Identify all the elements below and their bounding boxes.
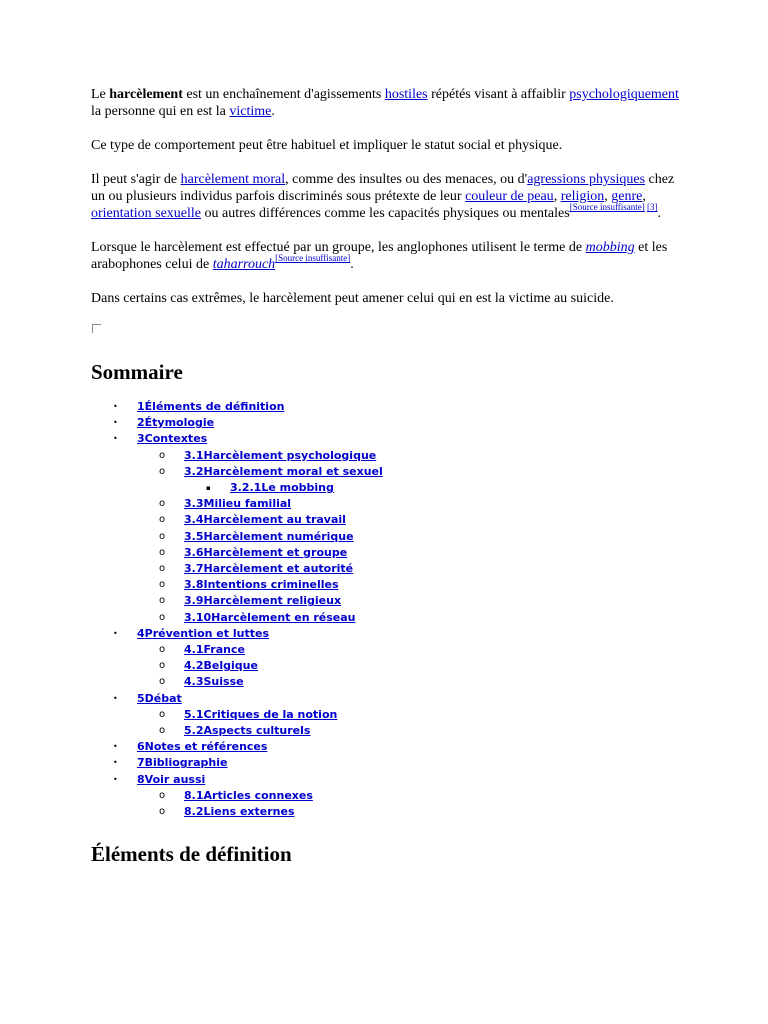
toc-number: 5.1 — [184, 707, 204, 721]
toc-link[interactable] — [184, 659, 258, 672]
bullet-icon: • — [113, 402, 118, 411]
text: répétés visant à affaiblir — [427, 87, 570, 102]
bullet-icon: o — [159, 449, 166, 461]
link-harcelement-moral[interactable]: harcèlement moral — [180, 172, 286, 187]
bullet-icon: • — [113, 742, 118, 752]
link-taharrouch[interactable]: taharrouch — [212, 257, 276, 272]
text: , comme des insultes ou des menaces, ou d' — [285, 172, 528, 187]
text: , — [604, 189, 612, 204]
toc-label: Harcèlement moral et sexuel — [203, 464, 383, 478]
bullet-icon: o — [159, 725, 166, 737]
bullet-icon: • — [113, 628, 118, 638]
toc-link[interactable] — [184, 546, 347, 559]
toc-number: 8.1 — [184, 788, 204, 802]
toc-number: 3.1 — [184, 448, 204, 462]
toc-link[interactable] — [184, 465, 383, 478]
bullet-icon: o — [159, 530, 166, 542]
bullet-icon: • — [113, 693, 118, 703]
bullet-icon: o — [159, 465, 166, 477]
toc-link[interactable] — [184, 513, 346, 526]
toc-item — [91, 545, 681, 561]
toc-link[interactable] — [137, 432, 207, 445]
toc-item — [91, 626, 681, 642]
toc-item — [91, 577, 681, 593]
toc-number: 8 — [137, 772, 145, 786]
toc-label: Voir aussi — [144, 772, 206, 786]
toc-number: 6 — [137, 740, 145, 754]
bullet-icon: o — [159, 708, 166, 720]
toc-link[interactable] — [137, 740, 267, 753]
toc-number: 4.1 — [184, 643, 204, 657]
toc-item — [91, 642, 681, 658]
toc-item — [91, 788, 681, 804]
bullet-icon: o — [159, 579, 166, 591]
toc-label: Harcèlement et groupe — [203, 545, 348, 559]
toc-item — [91, 448, 681, 464]
bullet-icon: o — [159, 660, 166, 672]
toc-label: Suisse — [203, 675, 244, 689]
toc-label: Critiques de la notion — [203, 707, 338, 721]
link-psychologiquement[interactable]: psychologiquement — [569, 87, 679, 102]
toc-link[interactable] — [184, 578, 339, 591]
toc-item — [91, 707, 681, 723]
toc-number: 3.7 — [184, 562, 204, 576]
toc-number: 7 — [137, 756, 145, 770]
bullet-icon: o — [159, 676, 166, 688]
toc-item — [91, 415, 681, 431]
toc-number: 5.2 — [184, 724, 204, 738]
toc-link[interactable] — [137, 400, 284, 413]
toc-label: Harcèlement en réseau — [211, 610, 356, 624]
toc-number: 3.2 — [184, 464, 204, 478]
bullet-icon: • — [113, 418, 118, 428]
text: Il peut s'agir de — [91, 172, 181, 187]
toc-number: 3.6 — [184, 545, 204, 559]
link-genre[interactable]: genre — [611, 189, 643, 204]
toc-number: 4.2 — [184, 659, 204, 673]
bullet-icon: o — [159, 546, 166, 558]
text: . — [271, 104, 275, 119]
toc-number: 3.2.1 — [230, 481, 262, 495]
toc-label: Harcèlement numérique — [203, 529, 354, 543]
table-of-contents — [91, 399, 681, 820]
toc-item — [91, 496, 681, 512]
bold-term: harcèlement — [109, 87, 183, 102]
bullet-icon: o — [159, 498, 166, 510]
toc-label: Liens externes — [203, 805, 295, 819]
text: est un enchaînement d'agissements — [182, 87, 385, 102]
toc-item — [91, 561, 681, 577]
toc-number: 4 — [137, 626, 145, 640]
toc-label: Bibliographie — [144, 756, 228, 770]
toc-label: Harcèlement et autorité — [203, 562, 354, 576]
toc-label: Belgique — [203, 659, 258, 673]
toc-number: 3.9 — [184, 594, 204, 608]
toc-number: 3.4 — [184, 513, 204, 527]
bullet-icon: ▪ — [206, 484, 211, 493]
toc-link[interactable] — [184, 497, 291, 510]
bullet-icon: o — [159, 789, 166, 801]
toc-item — [91, 691, 681, 707]
toc-link[interactable] — [184, 805, 295, 818]
source-insuffisante-note[interactable]: [Source insuffisante] — [569, 202, 645, 212]
toc-label: Milieu familial — [203, 497, 292, 511]
toc-link[interactable] — [184, 708, 337, 721]
toc-label: Aspects culturels — [203, 724, 311, 738]
paragraph-mobbing — [91, 239, 681, 273]
toc-item — [91, 658, 681, 674]
toc-link[interactable] — [137, 416, 214, 429]
toc-label: Intentions criminelles — [203, 578, 339, 592]
toc-number: 5 — [137, 691, 145, 705]
toc-label: Notes et références — [144, 740, 268, 754]
link-orientation-sexuelle[interactable]: orientation sexuelle — [91, 206, 202, 221]
toc-label: Étymologie — [144, 416, 215, 430]
broken-image-icon — [92, 324, 101, 333]
toc-link[interactable] — [230, 481, 334, 494]
text: , — [553, 189, 561, 204]
toc-label: Contextes — [144, 432, 208, 446]
link-agressions-physiques[interactable]: agressions physiques — [527, 172, 646, 187]
reference-3[interactable]: [3] — [647, 202, 658, 212]
toc-item — [91, 512, 681, 528]
bullet-icon: o — [159, 644, 166, 656]
toc-link[interactable] — [184, 611, 356, 624]
text: Le — [91, 87, 110, 102]
toc-link[interactable] — [184, 594, 341, 607]
text: chez un ou plusieurs individus parfois discriminés sous prétexte de leur — [91, 172, 675, 204]
bullet-icon: • — [113, 774, 118, 784]
toc-link[interactable] — [184, 530, 354, 543]
toc-number: 2 — [137, 416, 145, 430]
source-insuffisante-note[interactable]: [Source insuffisante] — [275, 253, 351, 263]
link-hostiles[interactable]: hostiles — [384, 87, 428, 102]
toc-item — [91, 399, 681, 415]
toc-label: Articles connexes — [203, 788, 313, 802]
toc-link[interactable] — [137, 773, 205, 786]
toc-link[interactable] — [137, 756, 227, 769]
toc-label: Prévention et luttes — [144, 626, 269, 640]
link-victime[interactable]: victime — [229, 104, 272, 119]
toc-number: 3.8 — [184, 578, 204, 592]
toc-item — [91, 772, 681, 788]
toc-label: Harcèlement psychologique — [203, 448, 377, 462]
link-couleur-de-peau[interactable]: couleur de peau — [465, 189, 554, 204]
toc-item — [91, 593, 681, 609]
sommaire-heading: Sommaire — [91, 360, 183, 384]
toc-link[interactable] — [184, 449, 376, 462]
toc-label: Éléments de définition — [144, 400, 285, 413]
toc-number: 3.5 — [184, 529, 204, 543]
bullet-icon: • — [113, 434, 118, 444]
toc-link[interactable] — [184, 562, 353, 575]
bullet-icon: o — [159, 595, 166, 607]
toc-link[interactable] — [184, 724, 310, 737]
toc-label: Harcèlement au travail — [203, 513, 346, 527]
paragraph-types — [91, 171, 681, 222]
toc-item — [91, 804, 681, 820]
toc-item — [91, 464, 681, 480]
bullet-icon: o — [159, 806, 166, 818]
section-heading: Éléments de définition — [91, 842, 292, 867]
toc-item — [91, 739, 681, 755]
paragraph-comportement: Ce type de comportement peut être habituel et impliquer le statut social et physique. — [91, 138, 563, 153]
toc-label: Harcèlement religieux — [203, 594, 342, 608]
bullet-icon: • — [113, 758, 118, 768]
toc-link[interactable] — [184, 675, 244, 688]
toc-number: 1 — [137, 400, 145, 413]
toc-number: 3.3 — [184, 497, 204, 511]
toc-label: Débat — [144, 691, 182, 705]
toc-item — [91, 480, 681, 496]
toc-number: 8.2 — [184, 805, 204, 819]
bullet-icon: o — [159, 563, 166, 575]
text: , — [642, 189, 646, 204]
toc-number: 3 — [137, 432, 145, 446]
toc-item — [91, 529, 681, 545]
toc-item — [91, 723, 681, 739]
text: et les arabophones celui de — [91, 240, 668, 272]
text: la personne qui en est la — [91, 104, 230, 119]
toc-link[interactable] — [184, 789, 313, 802]
link-religion[interactable]: religion — [560, 189, 605, 204]
article-body — [91, 86, 681, 867]
paragraph-suicide: Dans certains cas extrêmes, le harcèlement peut amener celui qui en est la victime au suicide. — [91, 291, 614, 306]
toc-number: 4.3 — [184, 675, 204, 689]
text: . — [350, 257, 354, 272]
text: Lorsque le harcèlement est effectué par un groupe, les anglophones utilisent le terme de — [91, 240, 586, 255]
toc-link[interactable] — [137, 692, 182, 705]
toc-label: France — [203, 643, 245, 657]
toc-link[interactable] — [137, 627, 269, 640]
link-mobbing[interactable]: mobbing — [585, 240, 635, 255]
bullet-icon: o — [159, 514, 166, 526]
toc-item — [91, 431, 681, 447]
toc-number: 3.10 — [184, 610, 212, 624]
toc-item — [91, 755, 681, 771]
text: ou autres différences comme les capacités physiques ou mentales — [201, 206, 570, 221]
toc-item — [91, 674, 681, 690]
text: . — [657, 206, 662, 221]
intro-paragraph — [91, 86, 681, 120]
toc-link[interactable] — [184, 643, 245, 656]
bullet-icon: o — [159, 611, 166, 623]
toc-item — [91, 610, 681, 626]
toc-label: Le mobbing — [261, 481, 334, 495]
